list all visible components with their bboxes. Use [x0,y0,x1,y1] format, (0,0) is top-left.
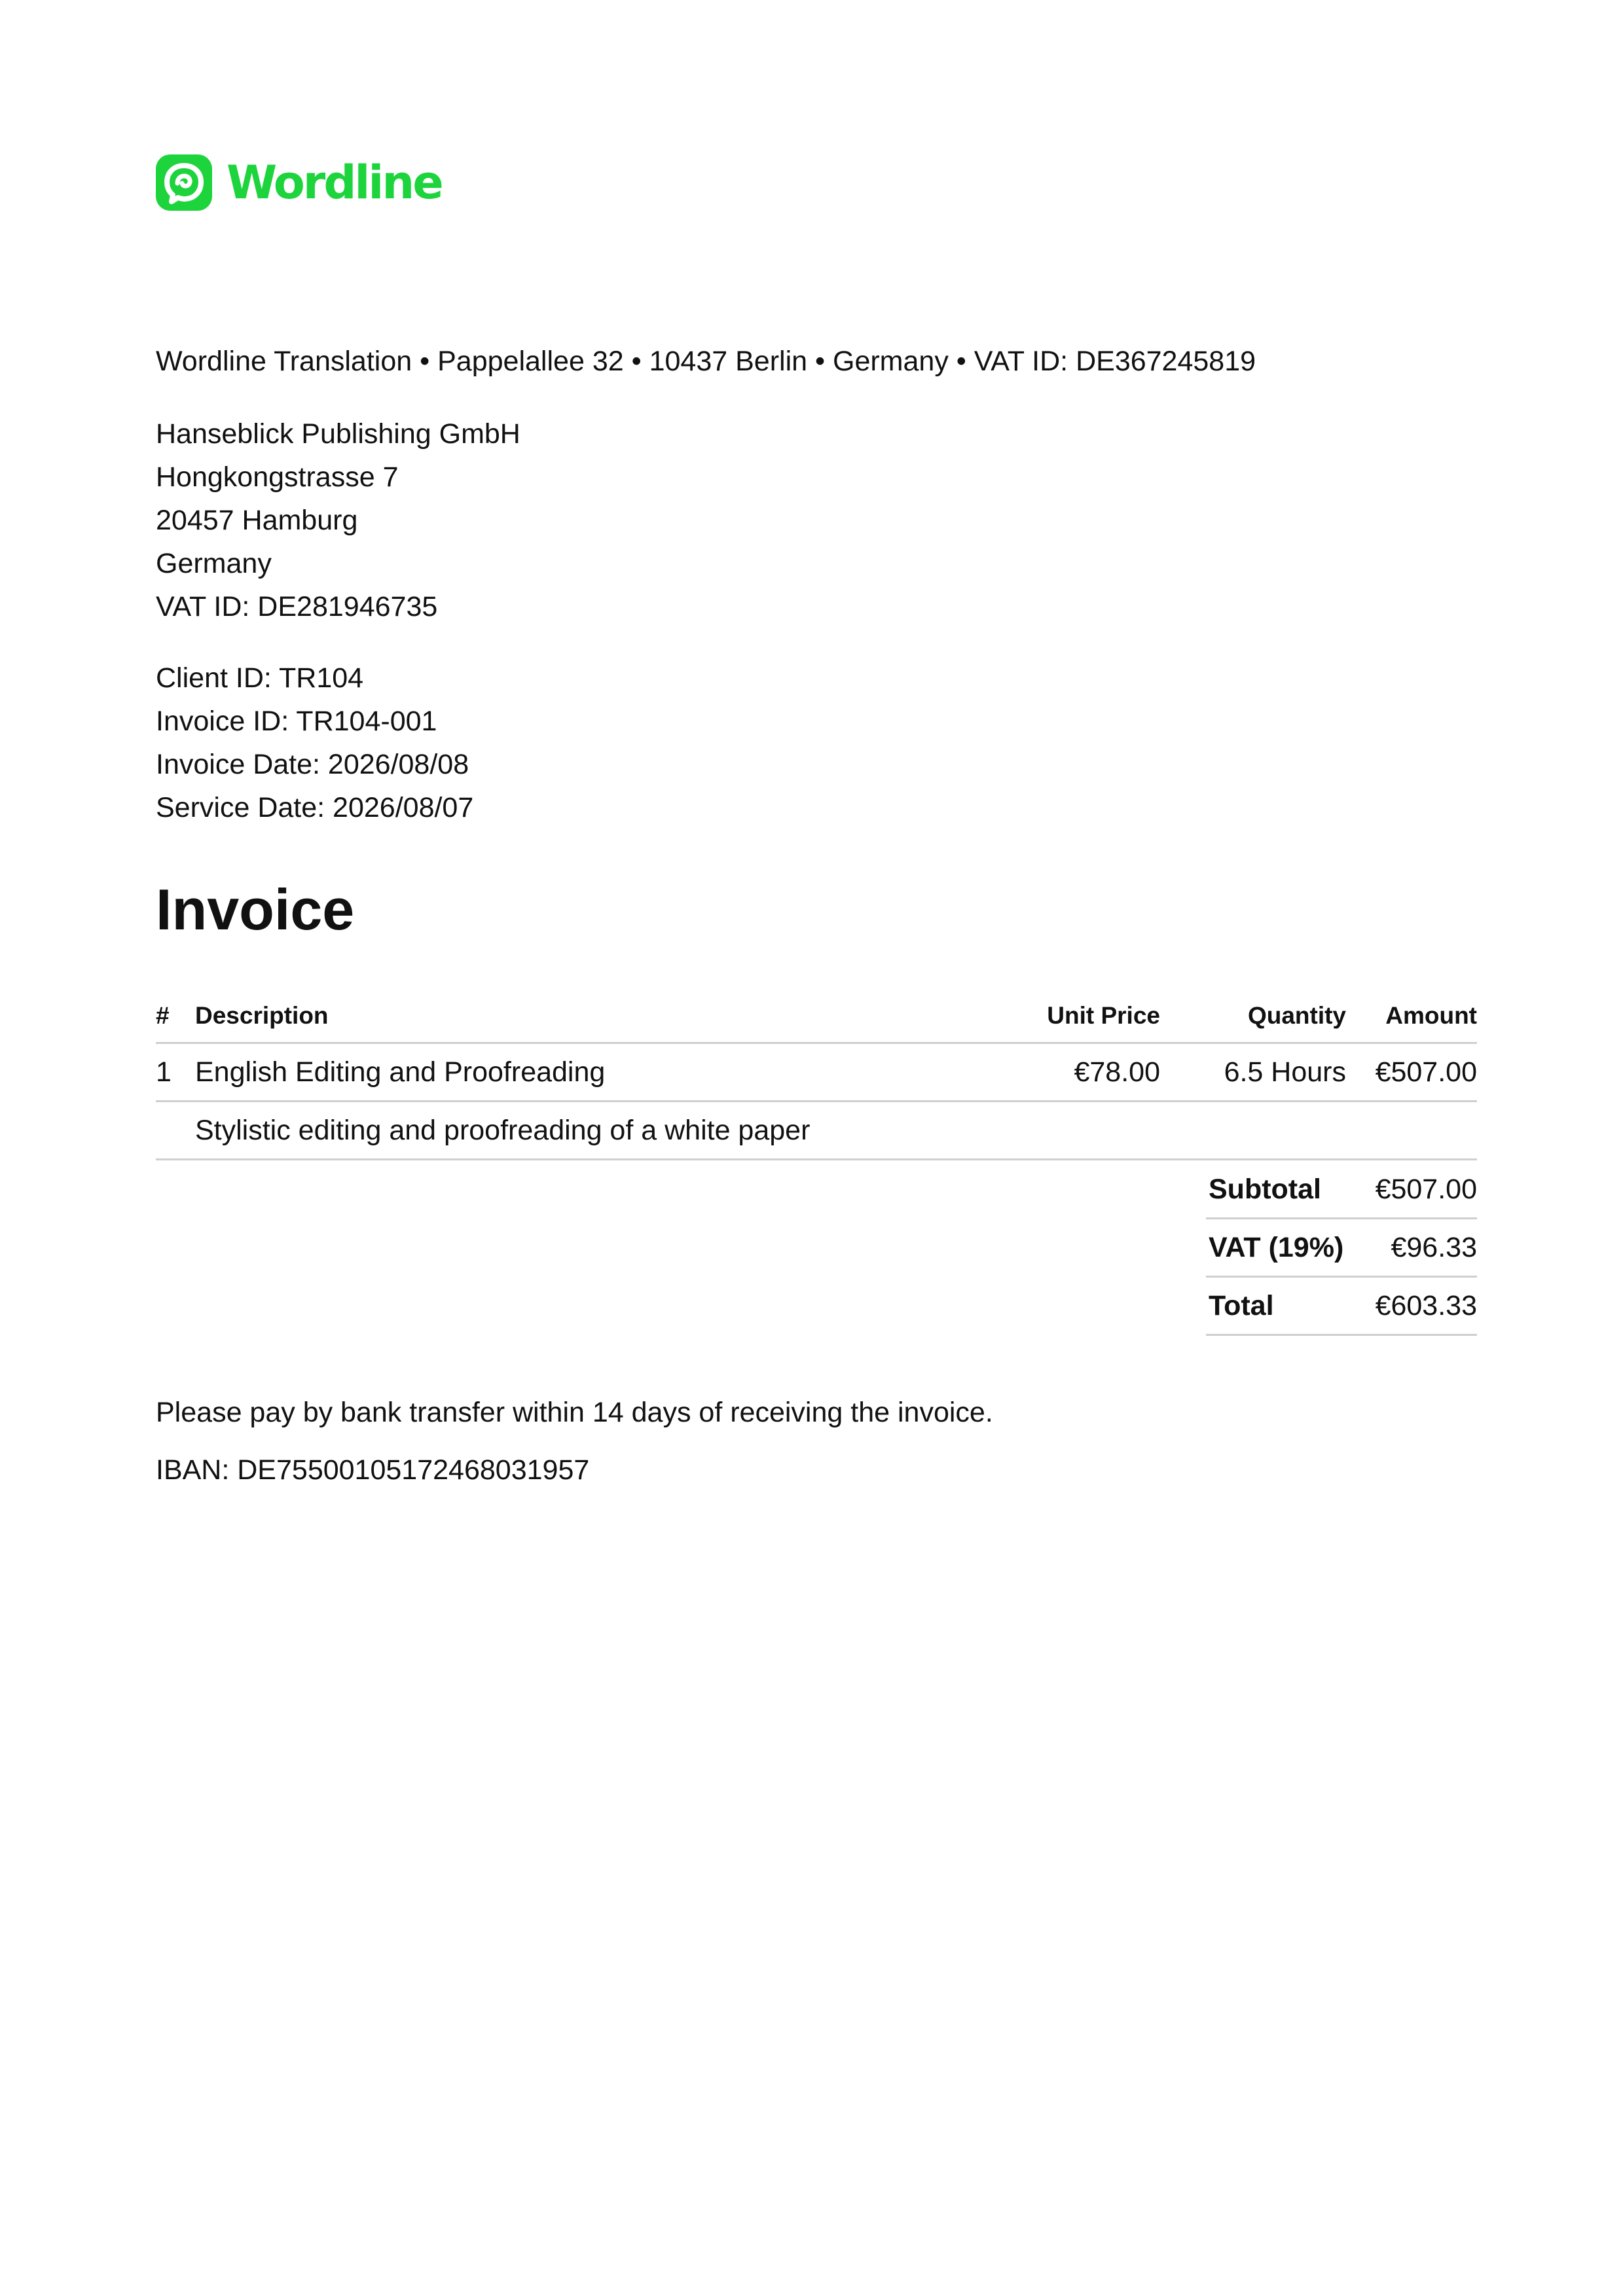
invoice-id: Invoice ID: TR104-001 [156,706,437,737]
table-row [156,1043,1477,1102]
brand-name: Wordline [227,156,442,209]
total-value: €603.33 [1362,1277,1477,1335]
header-num: # [156,990,195,1043]
recipient-street: Hongkongstrasse 7 [156,461,399,493]
subtotal-value: €507.00 [1362,1161,1477,1219]
iban: IBAN: DE75500105172468031957 [156,1454,590,1486]
line-items-table [156,990,1477,1160]
recipient-city: 20457 Hamburg [156,505,358,536]
service-date: Service Date: 2026/08/07 [156,792,474,823]
invoice-title: Invoice [156,877,355,942]
item-detail: Stylistic editing and proofreading of a white paper [195,1102,1477,1160]
header-unit-price: Unit Price [964,990,1160,1043]
invoice-date: Invoice Date: 2026/08/08 [156,749,469,780]
header-quantity: Quantity [1160,990,1346,1043]
recipient-address [156,412,520,628]
speech-bubble-swirl-icon [156,154,212,211]
subtotal-row [1206,1161,1477,1219]
vat-value: €96.33 [1362,1219,1477,1277]
total-row [1206,1277,1477,1335]
header-description: Description [195,990,964,1043]
header-amount: Amount [1346,990,1477,1043]
recipient-vat-id: VAT ID: DE281946735 [156,591,438,622]
table-row-detail [156,1102,1477,1160]
client-id: Client ID: TR104 [156,662,364,694]
total-label: Total [1206,1277,1362,1335]
sender-address-line: Wordline Translation • Pappelallee 32 • 10437 Berlin • Germany • VAT ID: DE367245819 [156,346,1256,377]
payment-note: Please pay by bank transfer within 14 days of receiving the invoice. [156,1397,993,1428]
invoice-meta [156,656,473,829]
vat-label: VAT (19%) [1206,1219,1362,1277]
recipient-country: Germany [156,548,272,579]
item-num: 1 [156,1043,195,1102]
table-header-row [156,990,1477,1043]
subtotal-label: Subtotal [1206,1161,1362,1219]
vat-row [1206,1219,1477,1277]
item-amount: €507.00 [1346,1043,1477,1102]
totals-table [1206,1161,1477,1336]
item-unit-price: €78.00 [964,1043,1160,1102]
brand-logo [156,154,442,211]
detail-num-cell [156,1102,195,1160]
item-quantity: 6.5 Hours [1160,1043,1346,1102]
recipient-company: Hanseblick Publishing GmbH [156,418,520,450]
item-description: English Editing and Proofreading [195,1043,964,1102]
